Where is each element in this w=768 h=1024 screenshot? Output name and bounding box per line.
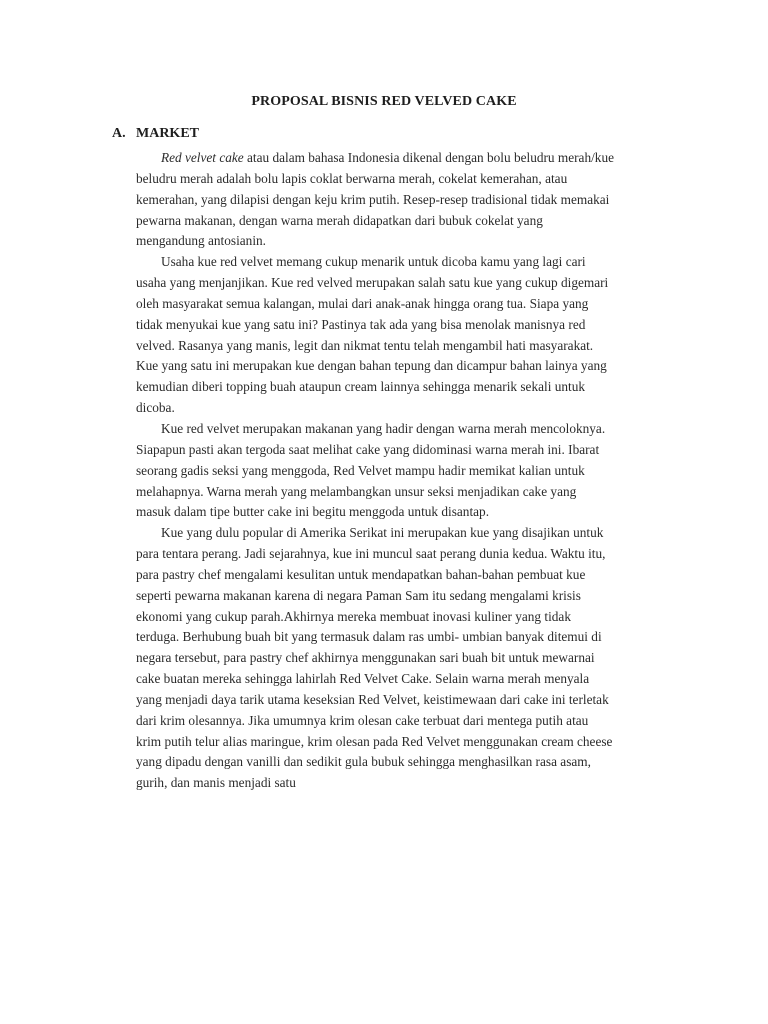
text-line <box>136 231 672 252</box>
line-text: Usaha kue red velvet memang cukup menarik untuk dicoba kamu yang lagi cari <box>161 254 586 270</box>
text-line <box>136 711 672 732</box>
text-line <box>136 586 672 607</box>
text-line <box>136 690 672 711</box>
text-line <box>136 148 672 169</box>
line-text: terduga. Berhubung buah bit yang termasuk dalam ras umbi- umbian banyak ditemui di <box>136 629 602 645</box>
line-text: beludru merah adalah bolu lapis coklat berwarna merah, cokelat kemerahan, atau <box>136 170 568 186</box>
section-letter: A. <box>112 126 126 141</box>
line-text: negara tersebut, para pastry chef akhirnya menggunakan sari buah bit untuk mewarnai <box>136 650 595 666</box>
text-line <box>136 273 672 294</box>
line-text: kemerahan, yang dilapisi dengan keju krim putih. Resep-resep tradisional tidak memakai <box>136 191 610 207</box>
italic-term: Red velvet cake <box>161 150 244 165</box>
line-text: masuk dalam tipe butter cake ini begitu menggoda untuk disantap. <box>136 504 490 520</box>
line-text: atau dalam bahasa Indonesia dikenal dengan bolu beludru merah/kue <box>243 150 615 165</box>
line-text: para pastry chef mengalami kesulitan untuk mendapatkan bahan-bahan pembuat kue <box>136 566 586 582</box>
line-text: seperti pewarna makanan karena di negara Paman Sam itu sedang mengalami krisis <box>136 587 581 603</box>
line-text: yang dipadu dengan vanilli dan sedikit gula bubuk sehingga menghasilkan rasa asam, <box>136 754 591 770</box>
text-line <box>136 336 672 357</box>
text-line <box>136 544 672 565</box>
paragraph <box>136 523 672 794</box>
line-text: oleh masyarakat semua kalangan, mulai dari anak-anak hingga orang tua. Siapa yang <box>136 295 589 311</box>
line-text: yang menjadi daya tarik utama keseksian Red Velvet, keistimewaan dari cake ini terletak <box>136 691 609 707</box>
text-line <box>136 627 672 648</box>
text-line <box>136 252 672 273</box>
line-text: cake buatan mereka sehingga lahirlah Red Velvet Cake. Selain warna merah menyala <box>136 671 590 687</box>
text-line <box>136 669 672 690</box>
line-text: para tentara perang. Jadi sejarahnya, kue ini muncul saat perang dunia kedua. Waktu itu, <box>136 546 606 562</box>
line-text: pewarna makanan, dengan warna merah didapatkan dari bubuk cokelat yang <box>136 212 543 228</box>
text-line <box>136 502 672 523</box>
line-text: seorang gadis seksi yang menggoda, Red Velvet mampu hadir memikat kalian untuk <box>136 462 585 478</box>
text-line <box>136 169 672 190</box>
line-text: velved. Rasanya yang manis, legit dan nikmat tentu telah mengambil hati masyarakat. <box>136 337 594 353</box>
text-line <box>136 565 672 586</box>
text-line <box>136 377 672 398</box>
line-text: dari krim olesannya. Jika umumnya krim olesan cake terbuat dari mentega putih atau <box>136 712 589 728</box>
line-text: ekonomi yang cukup parah.Akhirnya mereka membuat inovasi kuliner yang tidak <box>136 608 571 624</box>
line-text: melahapnya. Warna merah yang melambangkan unsur seksi menjadikan cake yang <box>136 483 577 499</box>
line-text: gurih, dan manis menjadi satu <box>136 775 296 791</box>
line-text: mengandung antosianin. <box>136 233 266 249</box>
text-line <box>136 648 672 669</box>
line-text: Kue yang dulu popular di Amerika Serikat ini merupakan kue yang disajikan untuk <box>161 525 604 541</box>
text-line <box>136 482 672 503</box>
section-body <box>136 148 672 794</box>
line-text: kemudian diberi topping buah ataupun cream lainnya sehingga menarik sekali untuk <box>136 379 586 395</box>
document-title: PROPOSAL BISNIS RED VELVED CAKE <box>251 94 517 109</box>
text-line <box>136 211 672 232</box>
text-line <box>136 773 672 794</box>
text-line <box>136 419 672 440</box>
line-text: Kue yang satu ini merupakan kue dengan bahan tepung dan dicampur bahan lainya yang <box>136 358 607 374</box>
line-text: Siapapun pasti akan tergoda saat melihat cake yang didominasi warna merah ini. Ibarat <box>136 441 600 457</box>
text-line <box>136 315 672 336</box>
text-line <box>136 523 672 544</box>
text-line <box>136 440 672 461</box>
line-text: tidak menyukai kue yang satu ini? Pastinya tak ada yang bisa menolak manisnya red <box>136 316 586 332</box>
text-line <box>136 294 672 315</box>
paragraph <box>136 252 672 419</box>
text-line <box>136 398 672 419</box>
text-line <box>136 190 672 211</box>
line-text: krim putih telur alias maringue, krim olesan pada Red Velvet menggunakan cream cheese <box>136 733 613 749</box>
line-text: usaha yang menjanjikan. Kue red velved merupakan salah satu kue yang cukup digemari <box>136 275 609 291</box>
text-line <box>136 607 672 628</box>
text-line <box>136 732 672 753</box>
line-text: dicoba. <box>136 400 175 416</box>
text-line <box>136 461 672 482</box>
section-heading <box>112 126 199 142</box>
paragraph <box>136 419 672 523</box>
section-heading-text: MARKET <box>136 126 199 141</box>
text-line <box>136 356 672 377</box>
text-line <box>136 752 672 773</box>
line-text: Kue red velvet merupakan makanan yang hadir dengan warna merah mencoloknya. <box>161 420 606 436</box>
paragraph <box>136 148 672 252</box>
